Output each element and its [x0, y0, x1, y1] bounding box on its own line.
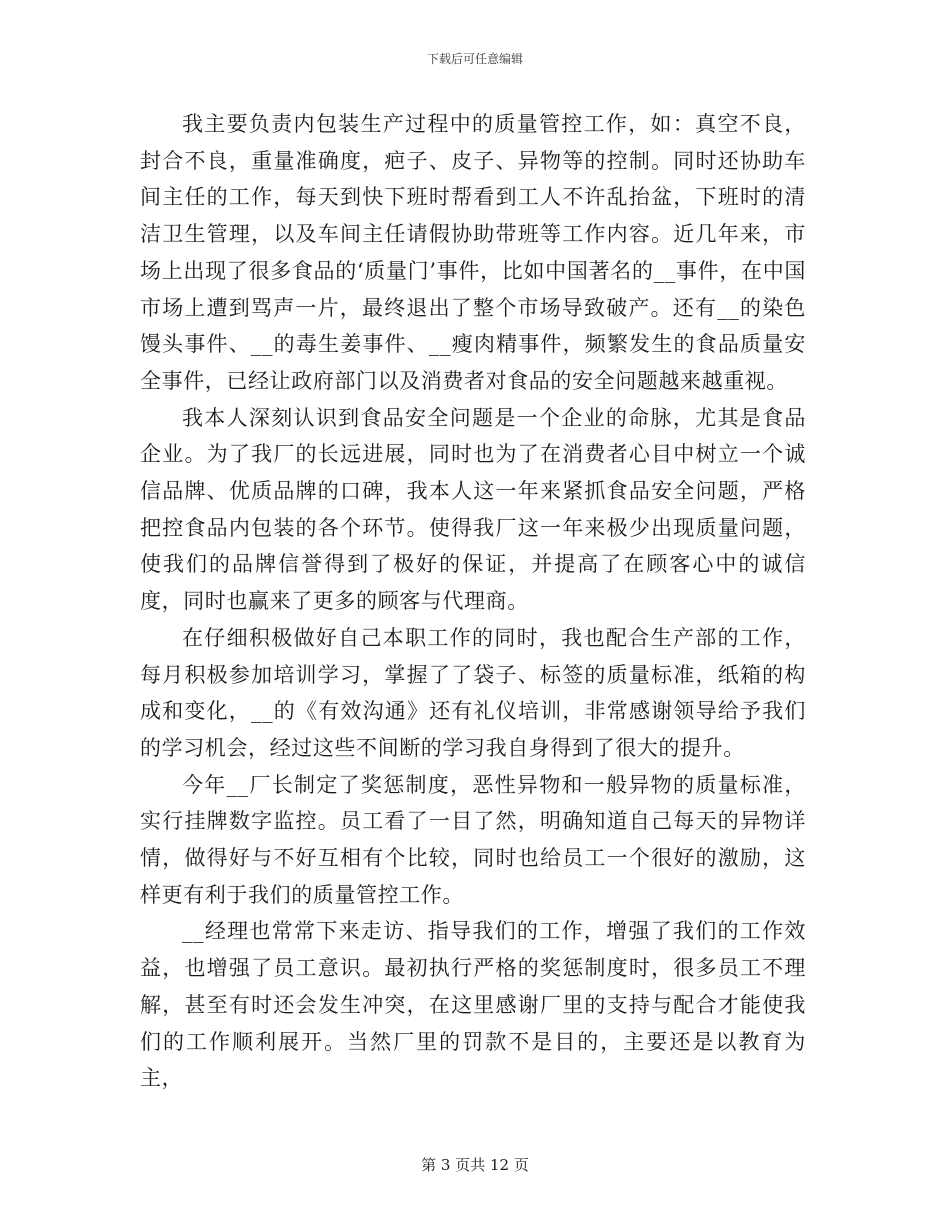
paragraph-1: 我主要负责内包装生产过程中的质量管控工作，如：真空不良，封合不良，重量准确度，疤子、皮子、异物等的控制。同时还协助车间主任的工作，每天到快下班时帮看到工人不许乱抬盆，下班时的清洁卫生管理，以及车间主任请假协助带班等工作内容。近几年来，市场上出现了很多食品的‘质量门’事件，比如中国著名的__事件，在中国市场上遭到骂声一片，最终退出了整个市场导致破产。还有__的染色馒头事件、__的毒生姜事件、__瘦肉精事件，频繁发生的食品质量安全事件，已经让政府部门以及消费者对食品的安全问题越来越重视。: [140, 112, 806, 393]
paragraph-5: __经理也常常下来走访、指导我们的工作，增强了我们的工作效益，也增强了员工意识。最初执行严格的奖惩制度时，很多员工不理解，甚至有时还会发生冲突，在这里感谢厂里的支持与配合才能使我们的工作顺利展开。当然厂里的罚款不是目的，主要还是以教育为主，: [140, 919, 806, 1091]
paragraph-4: 今年__厂长制定了奖惩制度，恶性异物和一般异物的质量标准，实行挂牌数字监控。员工看了一目了然，明确知道自己每天的异物详情，做得好与不好互相有个比较，同时也给员工一个很好的激励，这样更有利于我们的质量管控工作。: [140, 772, 806, 907]
body-text: [140, 106, 806, 1097]
paragraph-2: 我本人深刻认识到食品安全问题是一个企业的命脉，尤其是食品企业。为了我厂的长远进展，同时也为了在消费者心目中树立一个诚信品牌、优质品牌的口碑，我本人这一年来紧抓食品安全问题，严格把控食品内包装的各个环节。使得我厂这一年来极少出现质量问题，使我们的品牌信誉得到了极好的保证，并提高了在顾客心中的诚信度，同时也赢来了更多的顾客与代理商。: [140, 405, 806, 614]
page-number-footer: 第 3 页共 12 页: [421, 1156, 529, 1174]
paragraph-3: 在仔细积极做好自己本职工作的同时，我也配合生产部的工作，每月积极参加培训学习，掌握了了袋子、标签的质量标准，纸箱的构成和变化，__的《有效沟通》还有礼仪培训，非常感谢领导给予我们的学习机会，经过这些不间断的学习我自身得到了很大的提升。: [140, 625, 806, 760]
page-header: 下载后可任意编辑: [426, 52, 523, 66]
